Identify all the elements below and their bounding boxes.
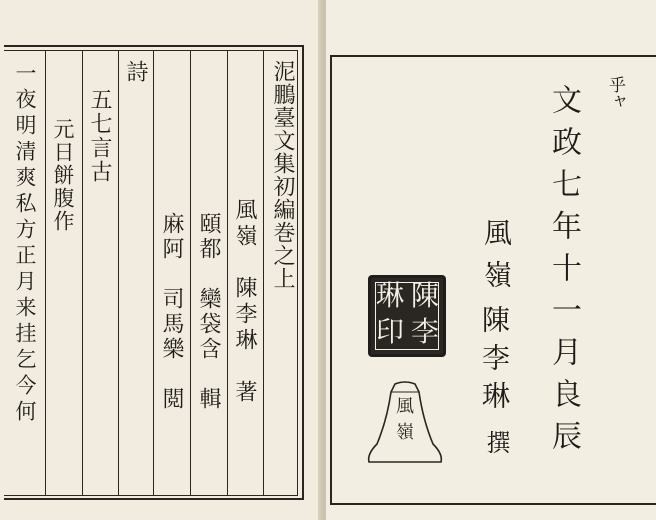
bell-seal-char: 嶺	[396, 422, 414, 443]
poem-text: 一夜明清爽私方正月来挂乞今何	[13, 62, 37, 426]
column-rule	[190, 50, 191, 496]
column-rule	[153, 50, 154, 496]
author-place: 風嶺	[480, 218, 513, 302]
column-rule	[227, 50, 228, 496]
editor-line-2: 麻阿 司馬樂 閲	[159, 212, 184, 412]
author-name: 陳李琳	[478, 305, 511, 419]
column-rule	[82, 50, 83, 496]
column-rule	[45, 50, 46, 496]
section-heading: 詩	[123, 60, 148, 82]
column-rule	[118, 50, 119, 496]
page-mark: 乎ャ	[605, 76, 625, 110]
bell-seal-char: 風	[396, 396, 414, 417]
left-page	[0, 0, 322, 520]
genre-heading: 五七言古	[87, 88, 112, 184]
square-seal	[368, 275, 446, 357]
poem-title: 元日餅腹作	[51, 118, 75, 233]
colophon-date: 文政七年十一月良辰	[546, 84, 581, 462]
book-title: 泥鵬臺文集初編巻之上	[270, 60, 295, 290]
seal-char: 印	[376, 315, 405, 348]
author-line: 風嶺 陳李琳 著	[232, 198, 257, 406]
editor-line-1: 頤都 欒袋含 輯	[196, 212, 221, 412]
bell-seal	[365, 380, 445, 466]
author-suffix: 撰	[482, 430, 510, 454]
seal-char: 琳	[376, 279, 405, 312]
seal-char: 李	[411, 315, 440, 348]
column-rule	[263, 50, 264, 496]
seal-char: 陳	[411, 279, 440, 312]
